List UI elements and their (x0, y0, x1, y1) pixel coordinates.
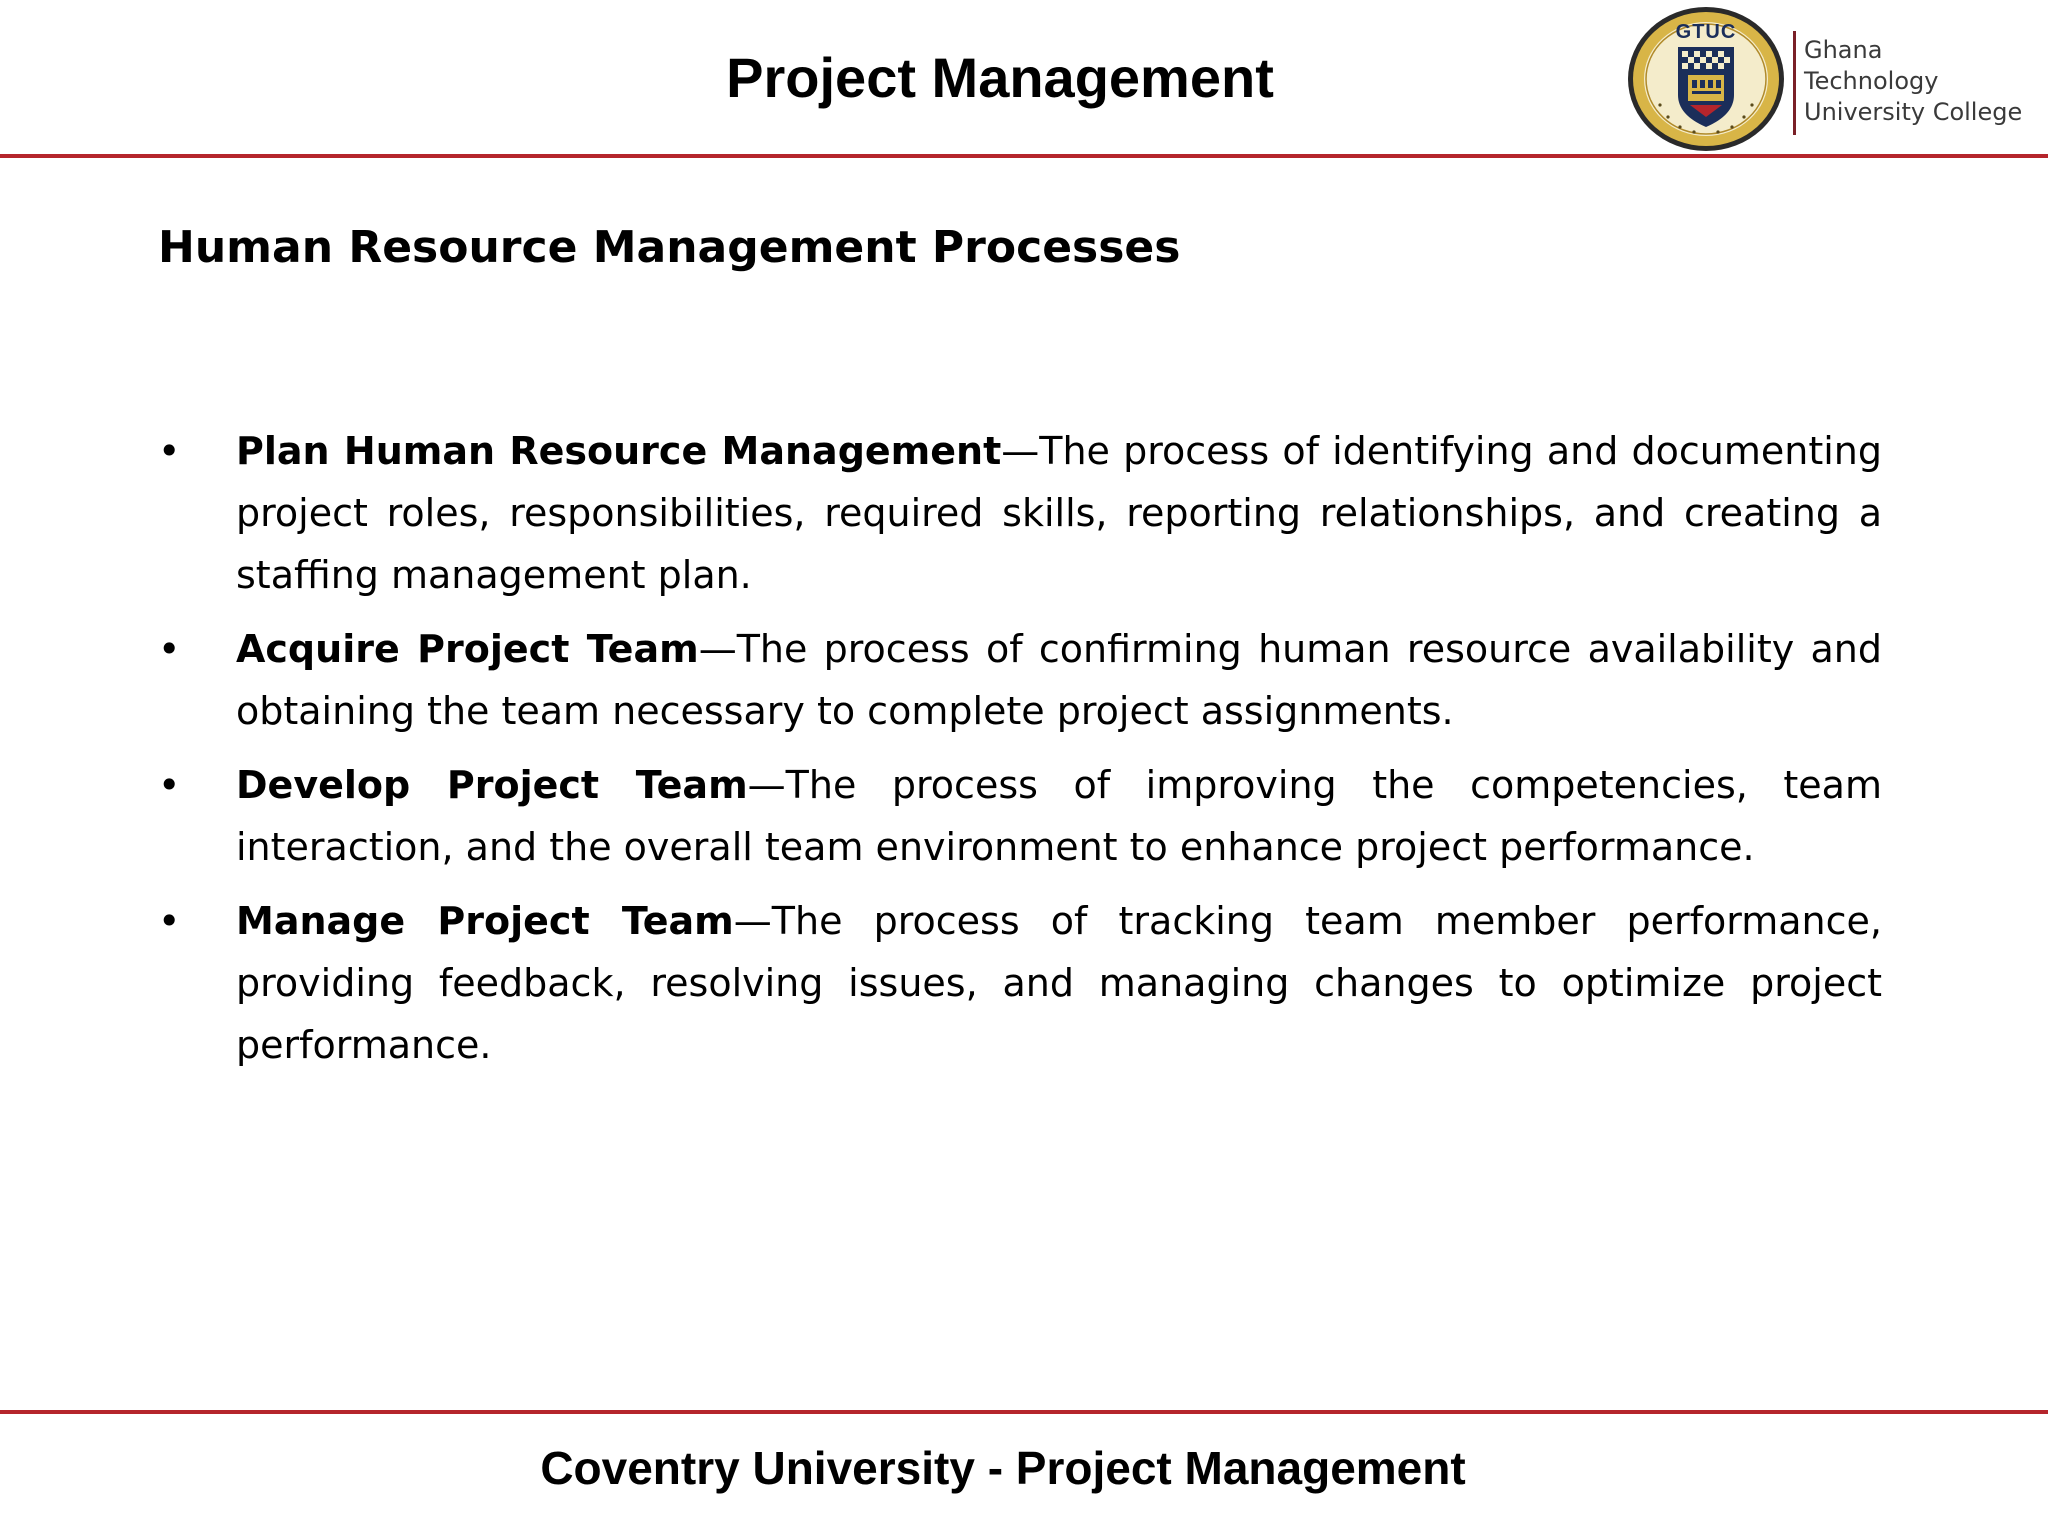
bullet-term: Acquire Project Team (236, 627, 699, 671)
list-item (158, 618, 1882, 742)
footer-text: Coventry University - Project Management (540, 1442, 1466, 1494)
logo-line-university-college: University College (1804, 98, 2023, 126)
logo-divider (1793, 31, 1796, 135)
seal-abbreviation: GTUC (1675, 21, 1737, 43)
bullet-icon: • (158, 899, 181, 943)
list-item (158, 754, 1882, 878)
bullet-description: —The process of tracking team member performance, providing feedback, resolving issues, and managing changes to optimize project performance. (236, 899, 1882, 1067)
list-item (158, 420, 1882, 606)
footer-divider (0, 1410, 2048, 1414)
bullet-icon: • (158, 763, 181, 807)
bullet-term: Plan Human Resource Management (236, 429, 1002, 473)
bullet-description: —The process of confirming human resource availability and obtaining the team necessary to complete project assignments. (236, 627, 1882, 733)
section-heading: Human Resource Management Processes (158, 222, 1181, 273)
logo-line-ghana: Ghana (1804, 36, 1883, 64)
bullet-description: —The process of improving the competencies, team interaction, and the overall team environment to enhance project performance. (236, 763, 1882, 869)
bullet-term: Manage Project Team (236, 899, 734, 943)
list-item (158, 890, 1882, 1076)
process-list (158, 420, 1882, 1088)
gtuc-logo (1626, 5, 2026, 153)
bullet-term: Develop Project Team (236, 763, 748, 807)
slide-header (0, 0, 2048, 158)
bullet-icon: • (158, 627, 181, 671)
slide-title: Project Management (726, 46, 1274, 109)
header-divider (0, 154, 2048, 158)
logo-line-technology: Technology (1804, 67, 1939, 95)
bullet-icon: • (158, 429, 181, 473)
logo-wordmark (1804, 35, 2029, 128)
bullet-description: —The process of identifying and documenting project roles, responsibilities, required skills, reporting relationships, and creating a staffing management plan. (236, 429, 1883, 597)
